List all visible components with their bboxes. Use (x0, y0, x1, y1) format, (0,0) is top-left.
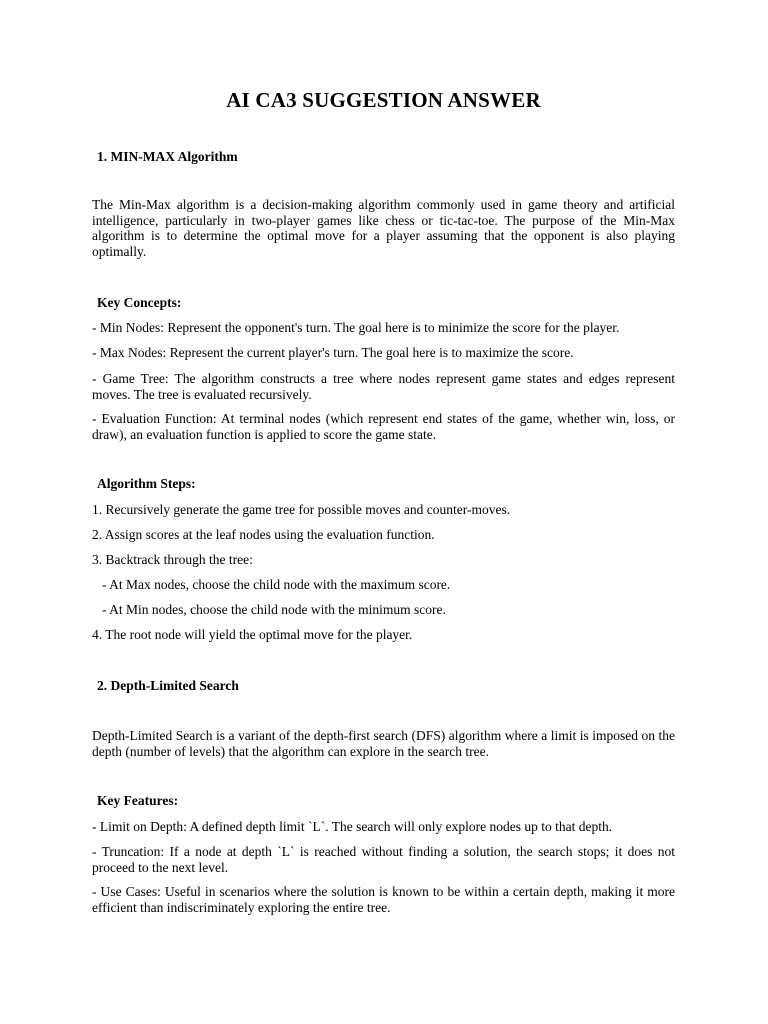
algorithm-step-4: 4. The root node will yield the optimal move for the player. (92, 627, 413, 642)
algorithm-steps-heading: Algorithm Steps: (97, 476, 196, 491)
algorithm-step-3: 3. Backtrack through the tree: (92, 552, 253, 567)
algorithm-step-3-max: - At Max nodes, choose the child node with the maximum score. (102, 577, 451, 592)
algorithm-step-3-min: - At Min nodes, choose the child node with the minimum score. (102, 602, 446, 617)
key-feature-use-cases: - Use Cases: Useful in scenarios where the solution is known to be within a certain depth, making it more efficient than indiscriminately exploring the entire tree. (92, 884, 675, 915)
key-features-heading: Key Features: (97, 793, 179, 808)
key-feature-truncation: - Truncation: If a node at depth `L` is reached without finding a solution, the search stops; it does not proceed to the next level. (92, 844, 675, 875)
key-concept-evaluation-function: - Evaluation Function: At terminal nodes (which represent end states of the game, whether win, loss, or draw), an evaluation function is applied to score the game state. (92, 411, 675, 442)
key-concept-game-tree: - Game Tree: The algorithm constructs a tree where nodes represent game states and edges represent moves. The tree is evaluated recursively. (92, 371, 675, 402)
algorithm-step-2: 2. Assign scores at the leaf nodes using the evaluation function. (92, 527, 435, 542)
algorithm-step-1: 1. Recursively generate the game tree for possible moves and counter-moves. (92, 502, 511, 517)
key-concepts-heading: Key Concepts: (97, 295, 182, 310)
page-title: AI CA3 SUGGESTION ANSWER (226, 88, 541, 112)
section-heading-depth-limited-search: 2. Depth-Limited Search (97, 678, 239, 693)
min-max-intro-paragraph: The Min-Max algorithm is a decision-making algorithm commonly used in game theory and artificial intelligence, particularly in two-player games like chess or tic-tac-toe. The purpose of the Min-Max algorithm is to determine the optimal move for a player assuming that the opponent is also playing optimally. (92, 197, 675, 259)
depth-limited-intro-paragraph: Depth-Limited Search is a variant of the depth-first search (DFS) algorithm where a limit is imposed on the depth (number of levels) that the algorithm can explore in the search tree. (92, 728, 675, 759)
key-feature-limit-on-depth: - Limit on Depth: A defined depth limit `L`. The search will only explore nodes up to that depth. (92, 819, 613, 834)
key-concept-min-nodes: - Min Nodes: Represent the opponent's turn. The goal here is to minimize the score for the player. (92, 320, 620, 335)
key-concept-max-nodes: - Max Nodes: Represent the current player's turn. The goal here is to maximize the score. (92, 345, 574, 360)
section-heading-min-max: 1. MIN-MAX Algorithm (97, 149, 238, 164)
